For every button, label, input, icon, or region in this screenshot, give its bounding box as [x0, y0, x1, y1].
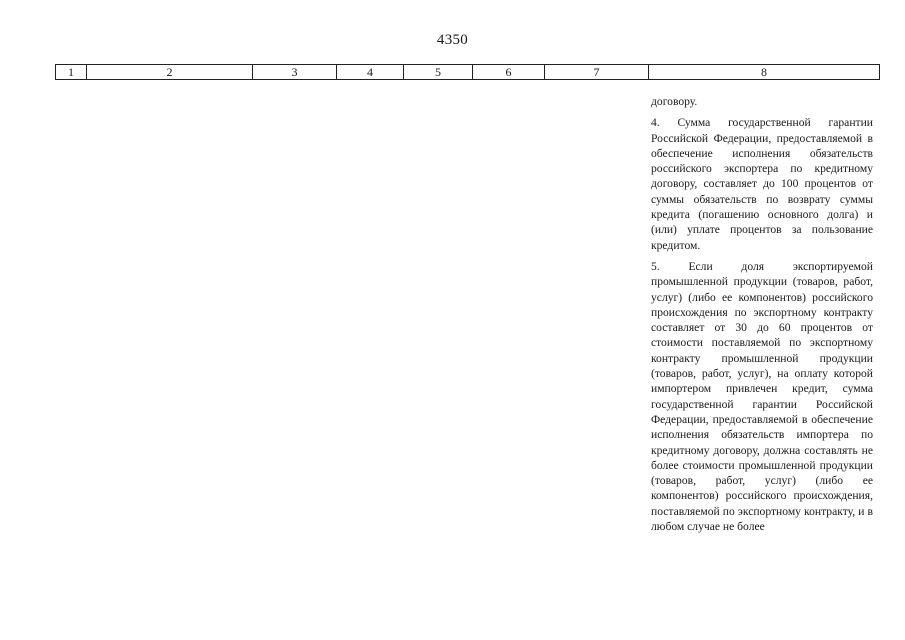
column-number-1: 1 [56, 65, 87, 80]
column-number-3: 3 [253, 65, 337, 80]
column-number-7: 7 [545, 65, 649, 80]
column-number-8: 8 [649, 65, 880, 80]
column-number-row [56, 65, 880, 80]
column-number-2: 2 [87, 65, 253, 80]
column-8-content [651, 94, 873, 540]
column-number-5: 5 [404, 65, 473, 80]
paragraph-item-4: 4. Сумма государственной гарантии Российской Федерации, предоставляемой в обеспечение исполнения обязательств российского экспортера по кредитному договору, составляет до 100 процентов от суммы обязательств по возврату суммы кредита (погашению основного долга) и (или) уплате процентов за пользование кредитом. [651, 116, 873, 252]
column-number-table [55, 64, 880, 80]
page-number: 4350 [436, 32, 469, 48]
column-number-6: 6 [473, 65, 545, 80]
paragraph-item-5: 5. Если доля экспортируемой промышленной продукции (товаров, работ, услуг) (либо ее компонентов) российского происхождения по экспортному контракту составляет от 30 до 60 процентов от стоимости поставляемой по экспортному контракту промышленной продукции (товаров, работ, услуг), на оплату которой импортером привлечен кредит, сумма государственной гарантии Российской Федерации, предоставляемой в обеспечение исполнения обязательств импортера по кредитному договору, должна составлять не более стоимости промышленной продукции (товаров, работ, услуг) (либо ее компонентов) российского происхождения, поставляемой по экспортному контракту, и в любом случае не более [651, 259, 873, 534]
paragraph-continuation: договору. [651, 95, 698, 108]
column-number-4: 4 [337, 65, 404, 80]
